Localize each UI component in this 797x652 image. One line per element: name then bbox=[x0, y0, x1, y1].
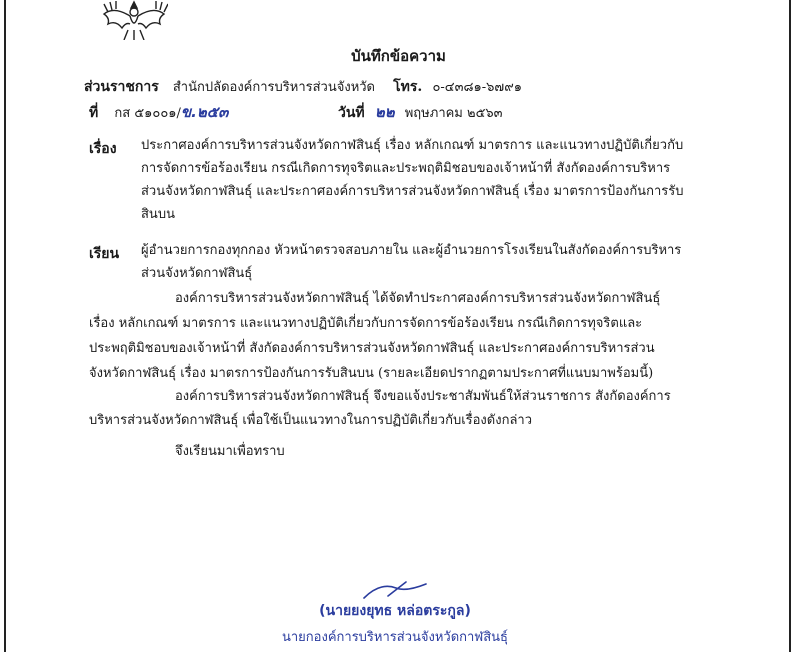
subject-line-1: ประกาศองค์การบริหารส่วนจังหวัดกาฬสินธุ์ เรื่อง หลักเกณฑ์ มาตรการ และแนวทางปฏิบัติเกี่ยวกับ bbox=[141, 138, 684, 153]
department-value: สำนักปลัดองค์การบริหารส่วนจังหวัด bbox=[172, 80, 376, 95]
date-label: วันที่ bbox=[338, 105, 365, 121]
date-row bbox=[338, 100, 503, 124]
reference-label: ที่ bbox=[89, 105, 99, 121]
subject-label: เรื่อง bbox=[89, 141, 117, 157]
subject-line-2: การจัดการข้อร้องเรียน กรณีเกิดการทุจริตและประพฤติมิชอบของเจ้าหน้าที่ สังกัดองค์การบริหาร bbox=[141, 161, 671, 176]
memo-title: บันทึกข้อความ bbox=[351, 47, 446, 65]
department-label: ส่วนราชการ bbox=[84, 79, 159, 95]
date-value: พฤษภาคม ๒๕๖๓ bbox=[404, 106, 503, 121]
body-line-5: องค์การบริหารส่วนจังหวัดกาฬสินธุ์ จึงขอแจ้งประชาสัมพันธ์ให้ส่วนราชการ สังกัดองค์การ bbox=[175, 389, 671, 404]
date-day-handwritten: ๒๒ bbox=[374, 103, 395, 121]
phone-label: โทร. bbox=[393, 79, 423, 95]
department-row bbox=[84, 76, 522, 98]
reference-prefix: กส ๕๑๐๐๑/ bbox=[114, 106, 181, 121]
reference-number-handwritten: ข.๒๕๓ bbox=[180, 103, 229, 121]
salutation-line-1: ผู้อำนวยการกองทุกกอง หัวหน้าตรวจสอบภายใน และผู้อำนวยการโรงเรียนในสังกัดองค์การบริหาร bbox=[141, 243, 682, 258]
closing-line: จึงเรียนมาเพื่อทราบ bbox=[175, 444, 285, 459]
salutation-line-2: ส่วนจังหวัดกาฬสินธุ์ bbox=[141, 266, 253, 281]
body-line-4: จังหวัดกาฬสินธุ์ เรื่อง มาตรการป้องกันการรับสินบน (รายละเอียดปรากฏตามประกาศที่แนบมาพร้อมนี้) bbox=[89, 366, 654, 381]
signatory-title: นายกองค์การบริหารส่วนจังหวัดกาฬสินธุ์ bbox=[282, 630, 508, 645]
garuda-emblem-icon bbox=[100, 0, 168, 40]
body-line-6: บริหารส่วนจังหวัดกาฬสินธุ์ เพื่อใช้เป็นแนวทางในการปฏิบัติเกี่ยวกับเรื่องดังกล่าว bbox=[89, 413, 533, 428]
body-line-1: องค์การบริหารส่วนจังหวัดกาฬสินธุ์ ได้จัดทำประกาศองค์การบริหารส่วนจังหวัดกาฬสินธุ์ bbox=[175, 291, 661, 306]
signatory-name: (นายยงยุทธ หล่อตระกูล) bbox=[319, 603, 471, 619]
phone-value: ๐-๔๓๘๑-๖๗๙๑ bbox=[432, 80, 522, 95]
subject-line-3: ส่วนจังหวัดกาฬสินธุ์ และประกาศองค์การบริหารส่วนจังหวัดกาฬสินธุ์ เรื่อง มาตรการป้องกันการรับ bbox=[141, 184, 684, 199]
subject-line-4: สินบน bbox=[141, 207, 175, 222]
signature-scribble-icon bbox=[360, 578, 430, 602]
salutation-label: เรียน bbox=[89, 246, 120, 262]
body-line-3: ประพฤติมิชอบของเจ้าหน้าที่ สังกัดองค์การบริหารส่วนจังหวัดกาฬสินธุ์ และประกาศองค์การบริหารส่วน bbox=[89, 341, 655, 356]
body-line-2: เรื่อง หลักเกณฑ์ มาตรการ และแนวทางปฏิบัติเกี่ยวกับการจัดการข้อร้องเรียน กรณีเกิดการทุจริตและ bbox=[89, 316, 643, 331]
reference-row bbox=[89, 100, 228, 124]
